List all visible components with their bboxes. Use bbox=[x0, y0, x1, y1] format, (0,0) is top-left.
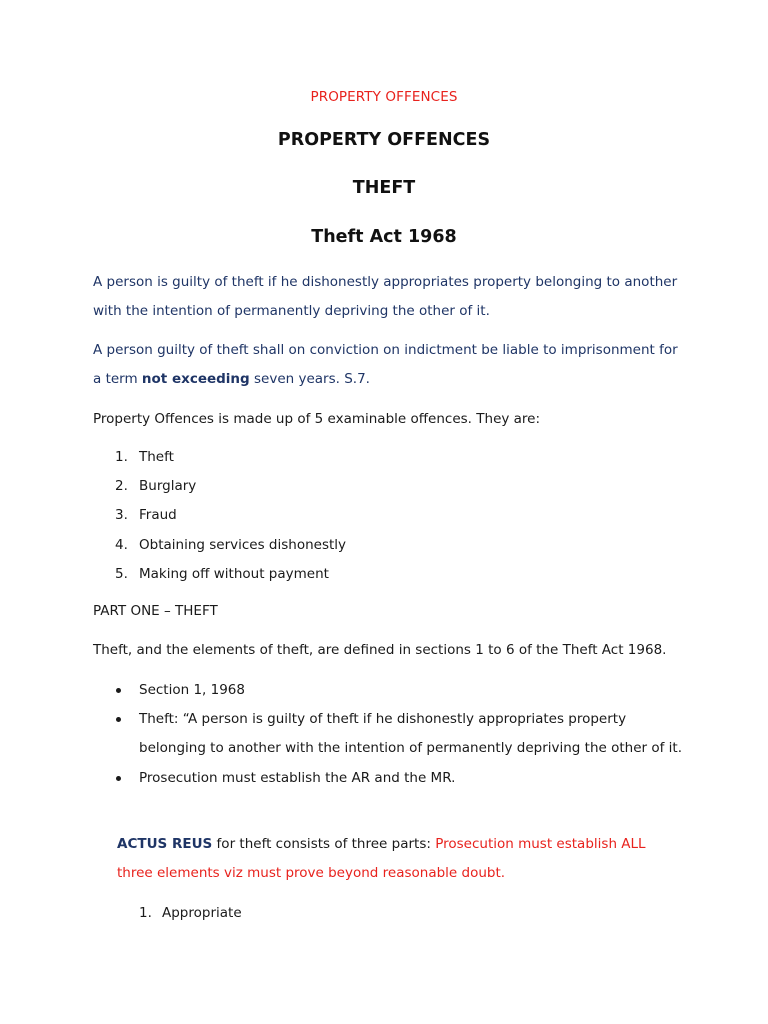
sentence-bold-text: not exceeding bbox=[141, 370, 250, 387]
list-item-label: Theft bbox=[139, 449, 174, 465]
list-item-label: Appropriate bbox=[162, 905, 242, 921]
bullet-item bbox=[93, 705, 683, 763]
list-item bbox=[93, 531, 346, 560]
list-item bbox=[93, 443, 346, 472]
list-item bbox=[93, 560, 346, 589]
offences-list bbox=[93, 443, 346, 589]
list-item-number: 1. bbox=[115, 449, 128, 465]
actus-reus-text: for theft consists of three parts: bbox=[212, 836, 436, 852]
sentence-paragraph bbox=[93, 336, 683, 393]
list-item-label: Obtaining services dishonestly bbox=[139, 536, 347, 553]
bullet-icon bbox=[116, 688, 121, 693]
sentence-text-after: seven years. S.7. bbox=[249, 370, 370, 387]
offences-intro-paragraph: Property Offences is made up of 5 examinable offences. They are: bbox=[93, 411, 541, 427]
bullet-icon bbox=[116, 717, 121, 722]
list-item-label: Fraud bbox=[139, 507, 177, 524]
theft-bullets-list bbox=[93, 676, 683, 793]
actus-reus-parts-list bbox=[117, 899, 242, 927]
list-item-number: 3. bbox=[115, 507, 128, 524]
list-item-number: 5. bbox=[115, 565, 128, 582]
bullet-text: Section 1, 1968 bbox=[139, 682, 245, 698]
part-one-definition: Theft, and the elements of theft, are defined in sections 1 to 6 of the Theft Act 1968. bbox=[93, 642, 667, 658]
list-item-label: Burglary bbox=[139, 478, 197, 495]
bullet-icon bbox=[116, 776, 121, 781]
list-item-number: 2. bbox=[115, 478, 128, 495]
sentence-text-before: A person guilty of theft shall on conviction on indictment be liable to imprisonment for a term bbox=[93, 342, 678, 387]
list-item bbox=[93, 472, 346, 501]
part-one-heading: PART ONE – THEFT bbox=[93, 603, 218, 619]
bullet-text: Theft: “A person is guilty of theft if he dishonestly appropriates property belonging to another with the intention of permanently depriving the other of it. bbox=[139, 711, 682, 757]
actus-reus-red-text: Prosecution must establish ALL three elements viz must prove beyond reasonable doubt. bbox=[117, 836, 646, 881]
bullet-item bbox=[93, 764, 683, 793]
act-title: Theft Act 1968 bbox=[311, 227, 457, 247]
page-header-title: PROPERTY OFFENCES bbox=[310, 89, 458, 105]
bullet-item bbox=[93, 676, 683, 705]
list-item-number: 4. bbox=[115, 536, 128, 553]
list-item bbox=[117, 899, 242, 927]
actus-reus-paragraph bbox=[117, 830, 677, 888]
list-item-number: 1. bbox=[139, 905, 152, 921]
list-item-label: Making off without payment bbox=[139, 565, 329, 582]
bullet-text: Prosecution must establish the AR and the MR. bbox=[139, 769, 456, 786]
subtitle-theft: THEFT bbox=[352, 178, 416, 198]
main-title: PROPERTY OFFENCES bbox=[277, 130, 491, 150]
list-item bbox=[93, 501, 346, 530]
theft-definition-paragraph: A person is guilty of theft if he dishonestly appropriates property belonging to another with the intention of permanently depriving the other of it. bbox=[93, 274, 678, 319]
actus-reus-bold: ACTUS REUS bbox=[117, 836, 213, 852]
